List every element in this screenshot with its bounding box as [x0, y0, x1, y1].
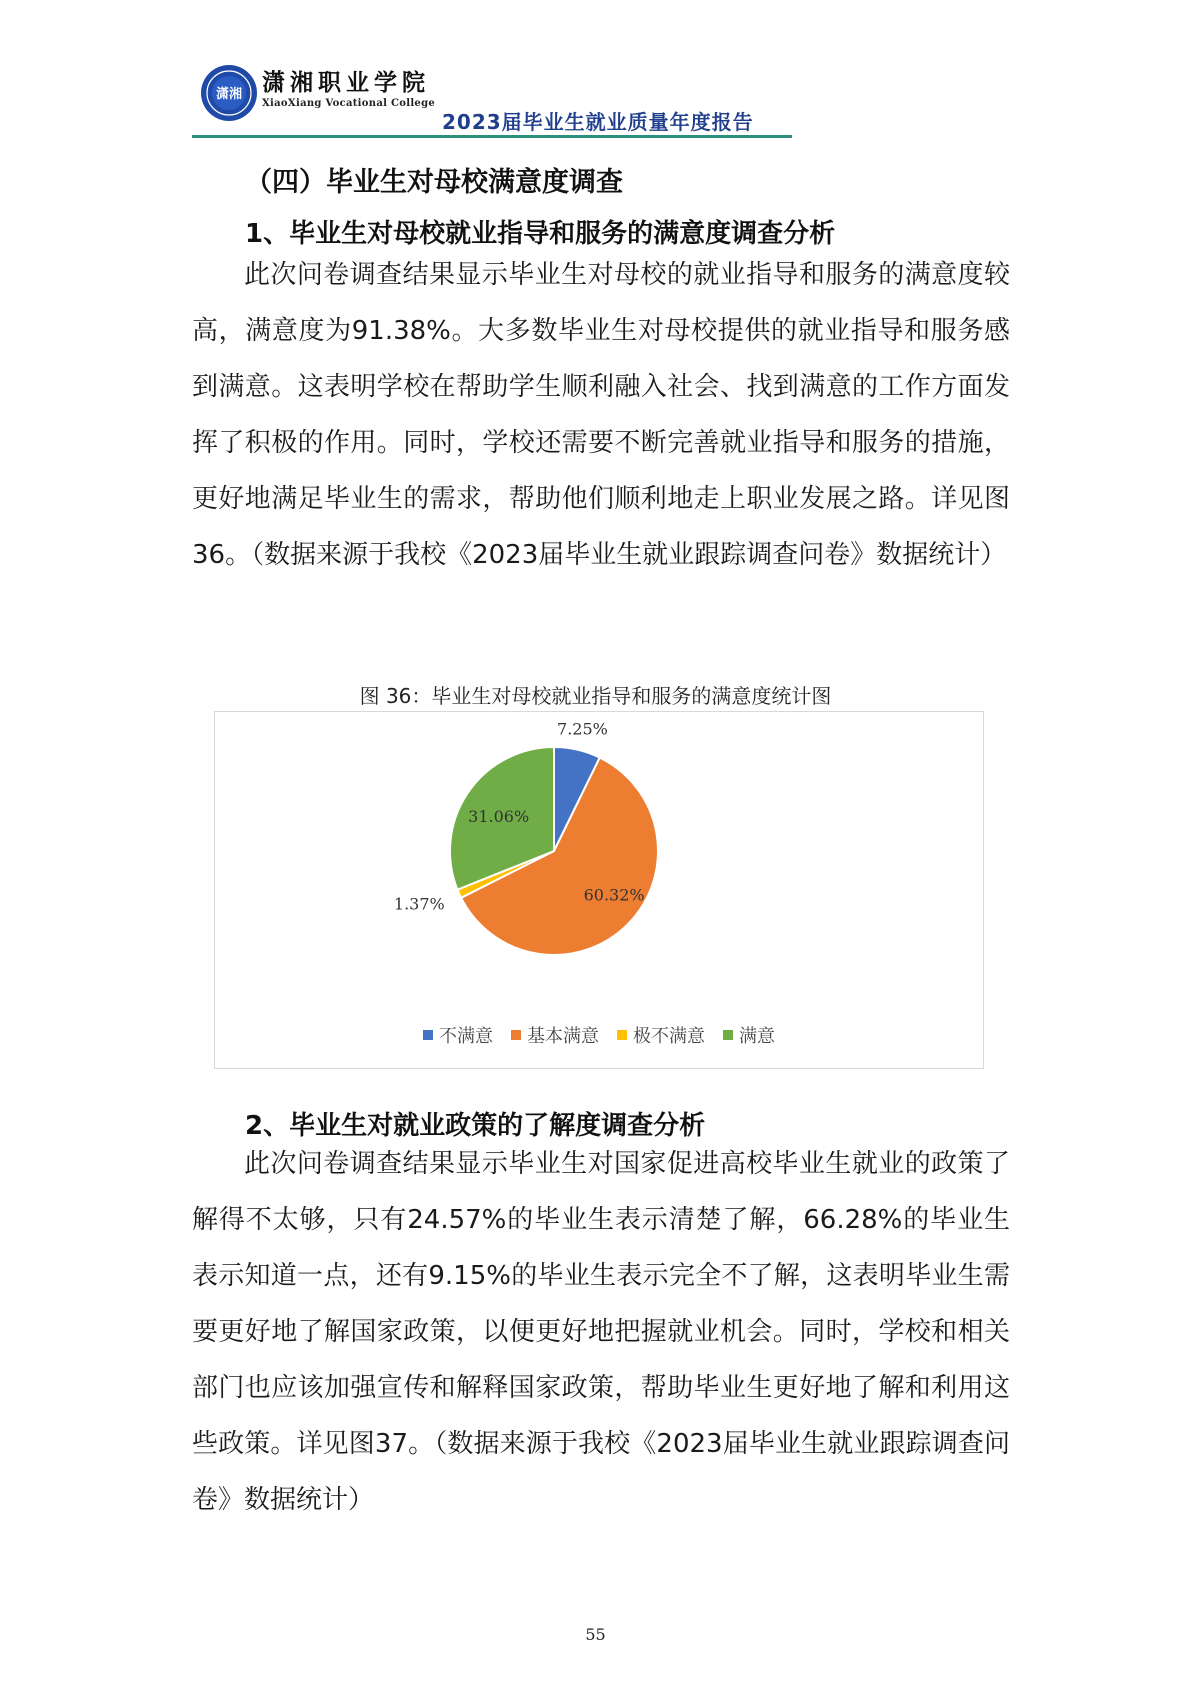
figure-caption: 图 36：毕业生对母校就业指导和服务的满意度统计图 — [359, 684, 832, 708]
legend-item-1 — [423, 1022, 493, 1048]
college-name-en: XiaoXiang Vocational College — [262, 98, 436, 109]
subsection-1-heading: 1、毕业生对母校就业指导和服务的满意度调查分析 — [245, 219, 836, 249]
header-divider — [192, 135, 792, 138]
report-title: 2023届毕业生就业质量年度报告 — [442, 110, 754, 134]
chart-legend — [215, 1022, 983, 1048]
legend-label: 不满意 — [439, 1026, 493, 1047]
legend-swatch — [511, 1030, 521, 1040]
pie-chart-canvas — [215, 712, 983, 1012]
legend-label: 基本满意 — [527, 1026, 599, 1047]
page-number: 55 — [585, 1625, 606, 1644]
legend-item-3 — [617, 1022, 705, 1048]
pie-chart — [214, 711, 984, 1069]
college-name-cn: 潇湘职业学院 — [262, 69, 430, 96]
legend-swatch — [723, 1030, 733, 1040]
pie-data-label-4: 31.06% — [468, 807, 530, 827]
subsection-1-paragraph: 此次问卷调查结果显示毕业生对母校的就业指导和服务的满意度较高，满意度为91.38%。大多数毕业生对母校提供的就业指导和服务感到满意。这表明学校在帮助学生顺利融入社会、找到满意的工作方面发挥了积极的作用。同时，学校还需要不断完善就业指导和服务的措施，更好地满足毕业生的需求，帮助他们顺利地走上职业发展之路。详见图36。（数据来源于我校《2023届毕业生就业跟踪调查问卷》数据统计） — [192, 260, 1010, 570]
subsection-2-heading: 2、毕业生对就业政策的了解度调查分析 — [245, 1111, 706, 1141]
logo-lettering: 潇湘 — [215, 87, 243, 102]
pie-data-label-3: 1.37% — [393, 894, 445, 914]
pie-data-label-1: 7.25% — [557, 719, 608, 739]
legend-label: 极不满意 — [633, 1026, 705, 1047]
section-heading: （四）毕业生对母校满意度调查 — [245, 167, 623, 198]
subsection-2-paragraph: 此次问卷调查结果显示毕业生对国家促进高校毕业生就业的政策了解得不太够，只有24.57%的毕业生表示清楚了解，66.28%的毕业生表示知道一点，还有9.15%的毕业生表示完全不了解，这表明毕业生需要更好地了解国家政策，以便更好地把握就业机会。同时，学校和相关部门也应该加强宣传和解释国家政策，帮助毕业生更好地了解和利用这些政策。详见图37。（数据来源于我校《2023届毕业生就业跟踪调查问卷》数据统计） — [192, 1149, 1010, 1515]
college-logo — [200, 64, 258, 122]
legend-label: 满意 — [739, 1026, 775, 1047]
legend-swatch — [423, 1030, 433, 1040]
legend-item-2 — [511, 1022, 599, 1048]
pie-data-label-2: 60.32% — [583, 885, 645, 905]
legend-item-4 — [723, 1022, 775, 1048]
legend-swatch — [617, 1030, 627, 1040]
